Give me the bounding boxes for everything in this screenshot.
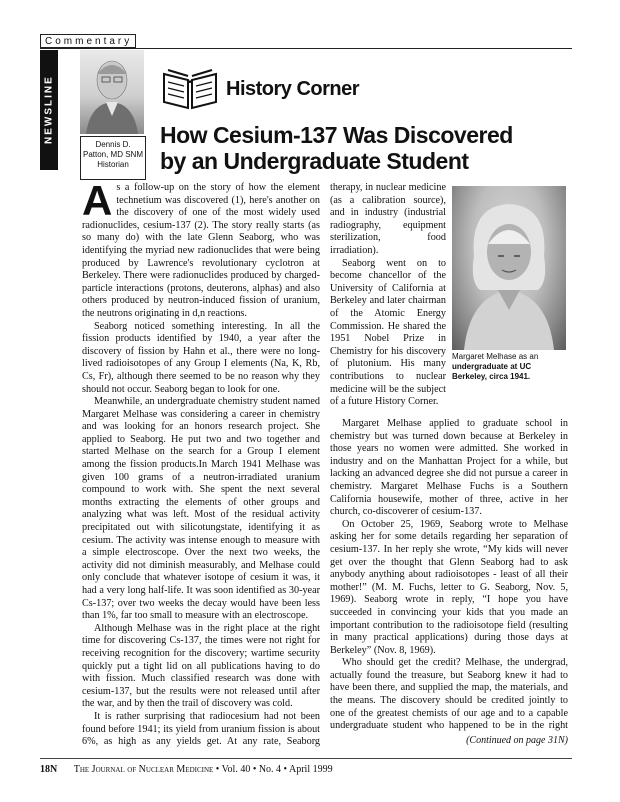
paragraph: therapy, in nuclear medicine (as a calibration source), and in industry (industrial radiography, equipment sterilization, food irradiation). (330, 182, 446, 256)
caption-line-3: Berkeley, circa 1941. (452, 372, 531, 381)
article-headline (160, 122, 580, 174)
paragraph: Meanwhile, an undergraduate chemistry student named Margaret Melhase was considering a career in chemistry and was looking for an honors research project. She applied to Seaborg. He put two and two together and started Melhase on the search for a Group I element among the fission products.In March 1941 Melhase was given 100 grams of a neutron-irradiated uranium compound to work with. She spent the next several months extracting the elements of other groups and analyzing what was left. Most of the residual activity precipitated out with silicotungstate, identifying it as cesium. The activity was intense enough to measure with a simple electroscope. Over the next two weeks, the activity did not diminish measurably, and Melhase could only conclude that whatever isotope of cesium it was, it had a very long half-life. It was soon identified as 30-year Cs-137; over two weeks the decay would have been less than 1%, far too small to measure with an electroscope. (82, 396, 320, 622)
page-number: 18N (40, 764, 58, 775)
paragraph: Seaborg noticed something interesting. In all the fission products identified by 1940, a year after the discovery of fission by Hahn et al., there were no long-lived radioisotopes of any Group I elements (Na, K, Rb, Cs, Fr), although there seemed to be no reason why they should not occur. Seaborg began to look for one. (82, 320, 320, 395)
corner-title: History Corner (226, 78, 360, 100)
header-rule (40, 48, 572, 49)
caption-line-2: undergraduate at UC (452, 362, 532, 371)
paragraph: On October 25, 1969, Seaborg wrote to Melhase asking her for some details regarding her separation of cesium-137. In her reply she wrote, “My kids will never get over the thought that Glenn Seaborg had to ask anybody anything about radioisotopes - least of all their mother!” (M. M. Fuchs, letter to G. Seaborg, Nov. 5, 1969). Seaborg wrote in reply, “I hope you have succeeded in convincing your kids that you made an important contribution to the radioisotope field (resulting in many practical applications) during those days at Berkeley” (Nov. 8, 1969). (330, 518, 568, 656)
paragraph: As a follow-up on the story of how the element technetium was discovered (1), here's another on the discovery of one of the most widely used radionuclides, cesium-137 (2). The story really starts (as so many do) with the late Glenn Seaborg, who was identifying the myriad new radionuclides that were being produced by Lawrence's revolutionary cyclotron at Berkeley. There were radionuclides produced by charged-particle interactions (protons, deuterons, alphas) and also others produced by neutron-induced fission of uranium, the neutrons originating in d,n reactions. (82, 182, 320, 319)
continued-note: (Continued on page 31N) (466, 735, 568, 746)
byline-name: Dennis D. (95, 140, 131, 149)
page-footer (40, 764, 580, 775)
journal-name: The Journal of Nuclear Medicine (73, 764, 214, 775)
issue-info: • Vol. 40 • No. 4 • April 1999 (215, 764, 333, 775)
byline-credentials: Patton, MD SNM (82, 150, 143, 159)
photo-caption (452, 352, 572, 382)
drop-cap: A (82, 182, 113, 224)
paragraph: Who should get the credit? Melhase, the undergrad, actually found the treasure, but Seaborg knew it had to have been there, and supplied the map, the materials, and the means. The discovery should be credited jointly to one of the greatest chemists of our age and to a capable undergraduate student who happened to be in the right (330, 657, 568, 732)
open-book-icon (160, 60, 220, 114)
headline-line-1: How Cesium-137 Was Discovered (160, 122, 513, 148)
paragraph: Margaret Melhase applied to graduate school in chemistry but was turned down because at Berkeley in those years no women were admitted. She worked in industry and on the Manhattan Project for a while, but lacking an advanced degree she did not pursue a career in chemistry. Margaret Melhase Fuchs is a Southern California housewife, mother of three, active in her church, co-discoverer of cesium-137. (330, 418, 568, 518)
author-byline (80, 136, 146, 180)
caption-line-1: Margaret Melhase as an (452, 352, 539, 361)
article-column-2 (330, 418, 568, 734)
article-column-2-top (330, 182, 446, 418)
article-column-1 (82, 182, 320, 748)
paragraph: It is rather surprising that radiocesium had not been found before 1941; its yield from uranium fission is about 6%, as high as any yields get. At any rate, Seaborg (82, 710, 320, 748)
section-label: Commentary (40, 34, 136, 48)
paragraph: Seaborg went on to become chancellor of the University of California at Berkeley and later chairman of the Atomic Energy Commission. He shared the 1951 Nobel Prize in Chemistry for his discovery of plutonium. His many contributions to nuclear medicine will be the subject of a future History Corner. (330, 257, 446, 408)
byline-title: Historian (97, 160, 129, 169)
author-portrait (80, 50, 144, 134)
sidebar-label: NEWSLINE (40, 50, 58, 170)
paragraph: Although Melhase was in the right place at the right time for discovering Cs-137, the times were not right for receiving recognition for the discovery; wartime security quickly put a tight lid on all publications having to do with fission. Much classified research was done with cesium-137, but the results were not released until after the war, and by then the trail of discovery was cold. (82, 622, 320, 710)
footer-rule (40, 758, 572, 759)
melhase-photo (452, 186, 566, 350)
headline-line-2: by an Undergraduate Student (160, 148, 469, 174)
